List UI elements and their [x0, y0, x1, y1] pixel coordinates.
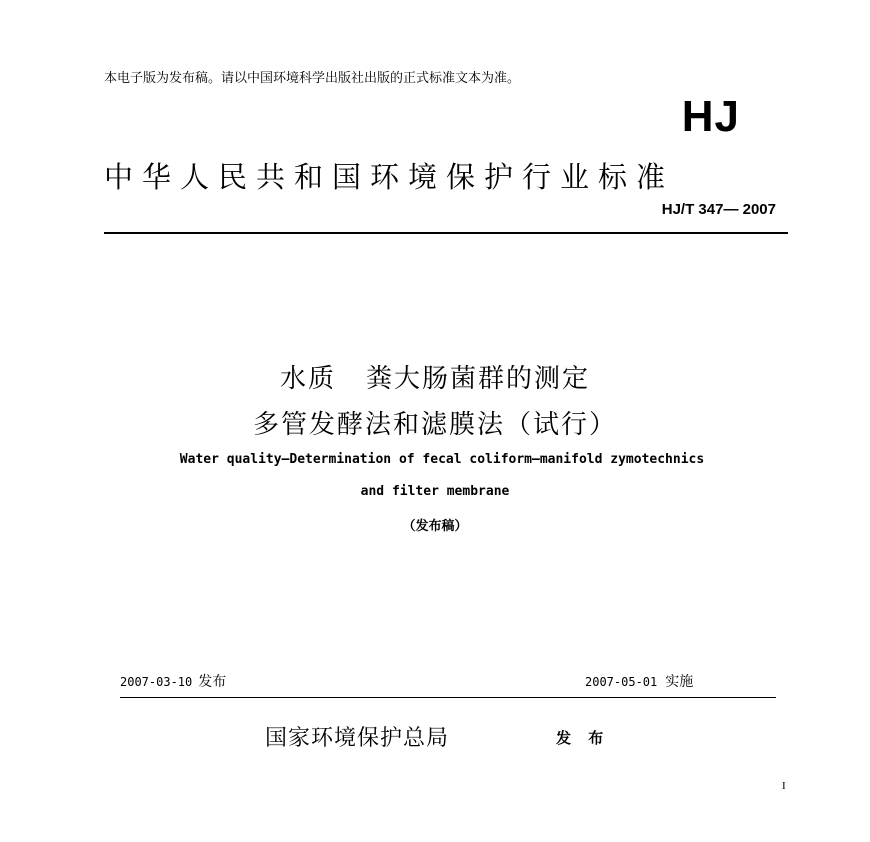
- chinese-title-subject: 粪大肠菌群的测定: [366, 364, 591, 394]
- chinese-title-line-2: 多管发酵法和滤膜法（试行）: [252, 410, 617, 440]
- standard-category-title: 中华人民共和国环境保护行业标准: [104, 160, 675, 194]
- page-number: I: [782, 780, 786, 792]
- hj-logo: HJ: [681, 92, 740, 141]
- standard-number: HJ/T 347— 2007: [661, 201, 776, 218]
- chinese-title-prefix: 水质: [279, 364, 336, 394]
- english-title-line-1: Water quality—Determination of fecal coliform—manifold zymotechnics: [179, 452, 705, 467]
- publisher: 国家环境保护总局: [265, 726, 450, 751]
- issue-date-block: [120, 671, 226, 691]
- edition-notice: 本电子版为发布稿。请以中国环境科学出版社出版的正式标准文本为准。: [104, 71, 521, 86]
- issue-date: 2007-03-10: [120, 675, 193, 689]
- implementation-label: 实施: [665, 674, 694, 690]
- implementation-date: 2007-05-01: [585, 675, 658, 689]
- draft-tag: （发布稿）: [402, 519, 468, 534]
- footer-divider: [120, 697, 776, 698]
- publish-word: 发 布: [556, 729, 610, 747]
- chinese-title-line-1: [0, 358, 870, 395]
- implementation-date-block: [585, 671, 693, 691]
- header-divider: [104, 232, 788, 234]
- english-title-line-2: and filter membrane: [360, 484, 510, 499]
- issue-label: 发布: [198, 674, 227, 690]
